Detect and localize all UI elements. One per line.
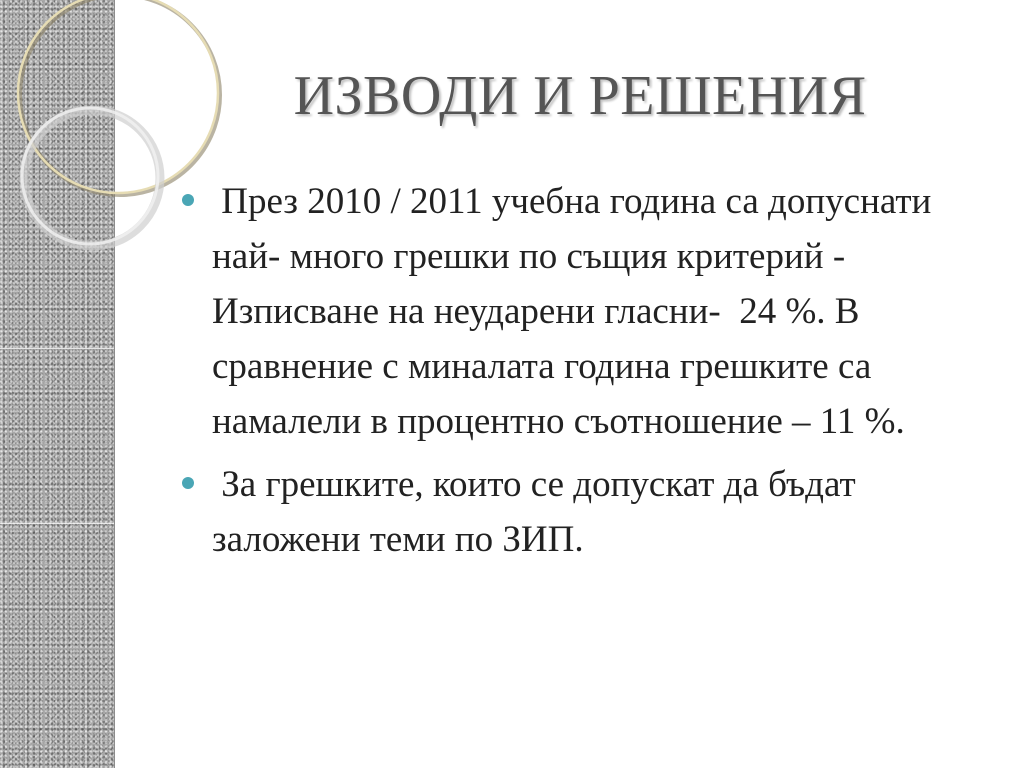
bullet-text: За грешките, които се допускат да бъдат заложени теми по ЗИП. — [212, 464, 865, 560]
small-ring-highlight — [22, 108, 158, 244]
bullet-text: През 2010 / 2011 учебна година са допуснати най- много грешки по същия критерий - Изписване на неударени гласни- 24 %. В сравнение с миналата година грешките са намалели в процентно съотношение – 11 %. — [212, 181, 941, 442]
bullet-item — [180, 174, 1000, 449]
slide-title: ИЗВОДИ И РЕШЕНИЯ — [293, 65, 867, 127]
strip-divider — [0, 523, 114, 524]
strip-divider — [0, 348, 114, 349]
bullet-list — [180, 174, 1000, 575]
bullet-dot-icon — [182, 477, 194, 489]
gold-rings-decoration — [0, 0, 140, 260]
bullet-dot-icon — [182, 194, 194, 206]
bullet-item — [180, 457, 1000, 567]
